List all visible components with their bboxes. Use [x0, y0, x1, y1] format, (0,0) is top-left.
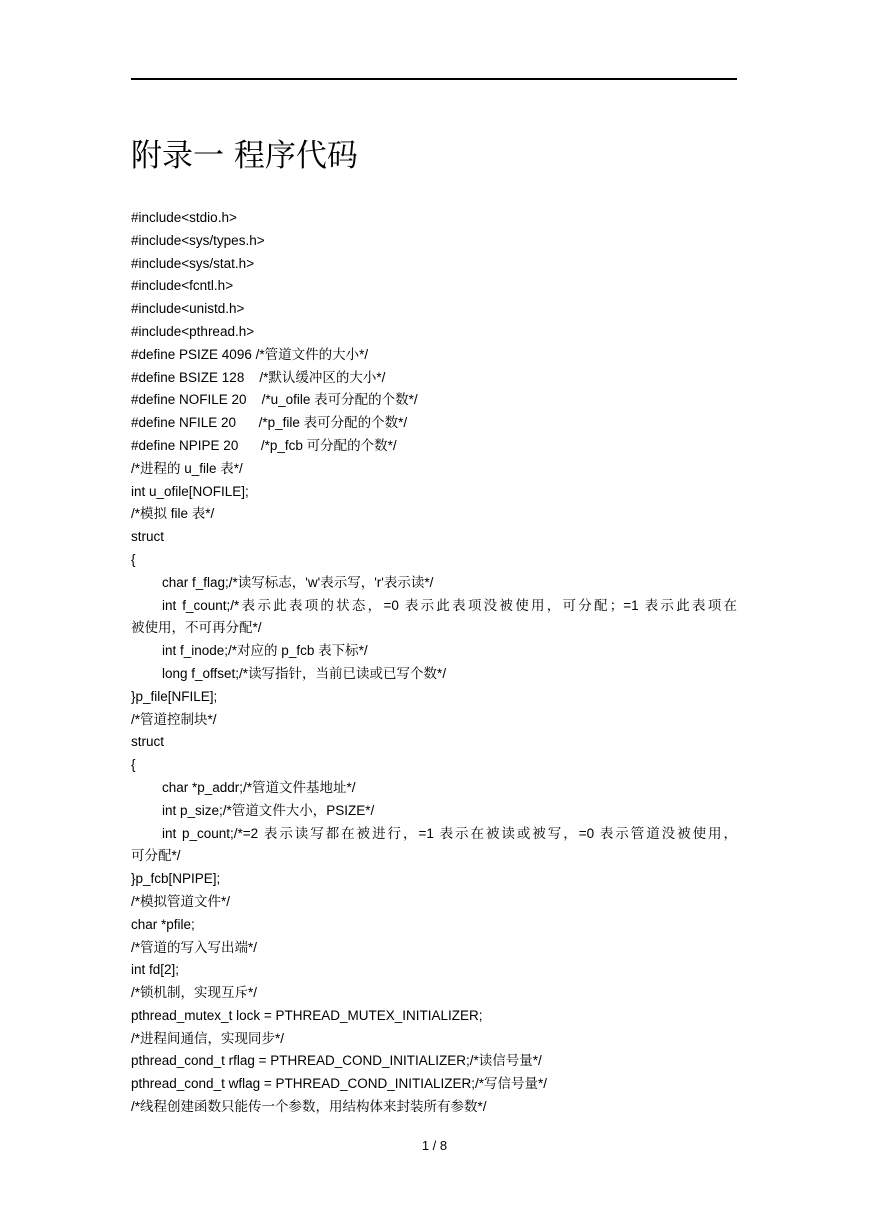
- code-line: char *p_addr;/*管道文件基地址*/: [162, 779, 356, 795]
- code-line: int u_ofile[NOFILE];: [131, 483, 249, 499]
- code-line: }p_fcb[NPIPE];: [131, 871, 221, 887]
- code-comment: /*进程的 u_file 表*/: [131, 460, 243, 476]
- code-comment: /*模拟管道文件*/: [131, 893, 231, 909]
- code-line: int f_count;/*表示此表项的状态，=0 表示此表项没被使用，可分配；=1 表示此表项在: [162, 597, 737, 613]
- code-line: #define BSIZE 128 /*默认缓冲区的大小*/: [131, 369, 386, 385]
- code-line-continued: 可分配*/: [131, 848, 181, 864]
- code-line: pthread_mutex_t lock = PTHREAD_MUTEX_INITIALIZER;: [131, 1007, 483, 1023]
- code-line: {: [131, 551, 136, 567]
- code-line: int p_size;/*管道文件大小，PSIZE*/: [162, 802, 375, 818]
- code-line: #include<pthread.h>: [131, 323, 255, 339]
- code-line: char f_flag;/*读写标志，'w'表示写，'r'表示读*/: [162, 574, 434, 590]
- code-line: #include<sys/stat.h>: [131, 255, 255, 271]
- code-line: #include<sys/types.h>: [131, 232, 265, 248]
- code-line: #define NPIPE 20 /*p_fcb 可分配的个数*/: [131, 437, 397, 453]
- code-line: int p_count;/*=2 表示读写都在被进行，=1 表示在被读或被写，=0 表示管道没被使用，: [162, 825, 737, 841]
- code-line: int f_inode;/*对应的 p_fcb 表下标*/: [162, 643, 368, 659]
- code-line: #define NOFILE 20 /*u_ofile 表可分配的个数*/: [131, 392, 418, 408]
- code-line: }p_file[NFILE];: [131, 688, 218, 704]
- code-comment: /*管道控制块*/: [131, 711, 217, 727]
- code-line: pthread_cond_t wflag = PTHREAD_COND_INITIALIZER;/*写信号量*/: [131, 1076, 548, 1092]
- page-title: 附录一 程序代码: [131, 138, 358, 174]
- code-line: #include<fcntl.h>: [131, 278, 234, 294]
- code-block: [131, 207, 737, 1119]
- code-line: #define NFILE 20 /*p_file 表可分配的个数*/: [131, 415, 408, 431]
- header-rule: [131, 78, 737, 80]
- code-line-continued: 被使用，不可再分配*/: [131, 620, 262, 636]
- code-comment: /*进程间通信，实现同步*/: [131, 1030, 285, 1046]
- code-line: {: [131, 757, 136, 773]
- code-line: long f_offset;/*读写指针，当前已读或已写个数*/: [162, 665, 447, 681]
- code-line: struct: [131, 734, 165, 750]
- code-comment: /*模拟 file 表*/: [131, 506, 215, 522]
- code-line: char *pfile;: [131, 916, 195, 932]
- code-comment: /*锁机制，实现互斥*/: [131, 985, 258, 1001]
- code-line: #include<stdio.h>: [131, 210, 237, 225]
- code-comment: /*线程创建函数只能传一个参数，用结构体来封装所有参数*/: [131, 1099, 487, 1115]
- page-number: 1 / 8: [421, 1138, 448, 1153]
- code-line: int fd[2];: [131, 962, 180, 978]
- code-line: pthread_cond_t rflag = PTHREAD_COND_INITIALIZER;/*读信号量*/: [131, 1053, 542, 1069]
- code-line: struct: [131, 529, 165, 545]
- code-comment: /*管道的写入写出端*/: [131, 939, 258, 955]
- code-line: #define PSIZE 4096 /*管道文件的大小*/: [131, 346, 369, 362]
- code-line: #include<unistd.h>: [131, 301, 245, 317]
